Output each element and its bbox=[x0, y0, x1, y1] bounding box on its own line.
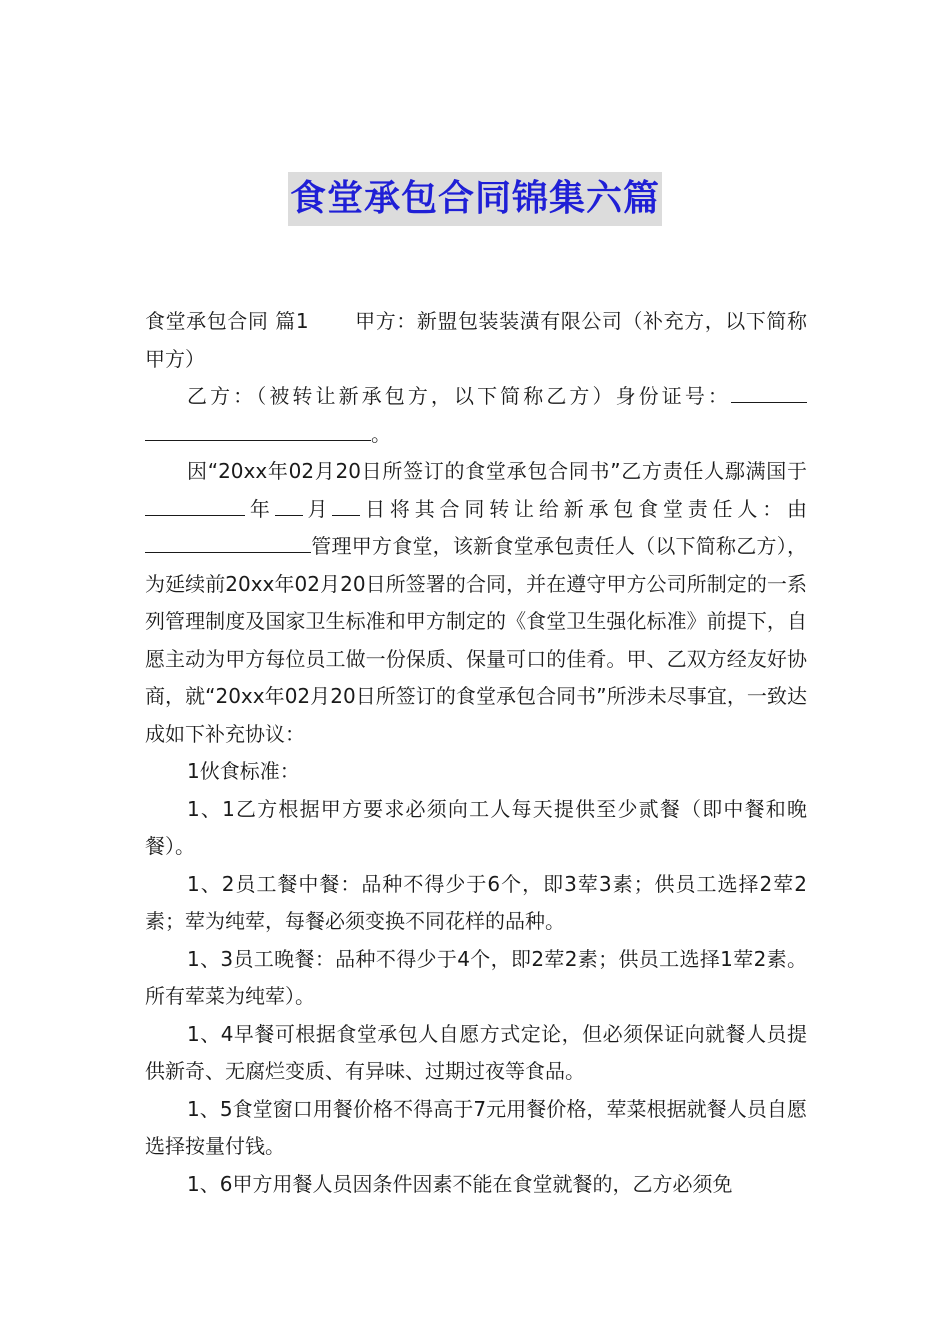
paragraph-party-a bbox=[145, 303, 807, 378]
clause-1-4: 1、4早餐可根据食堂承包人自愿方式定论，但必须保证向就餐人员提供新奇、无腐烂变质、有异味、过期过夜等食品。 bbox=[145, 1021, 807, 1083]
year-blank bbox=[145, 493, 245, 516]
month-blank bbox=[275, 493, 303, 516]
paragraph-party-b bbox=[145, 378, 807, 453]
clause-1-2: 1、2员工餐中餐：品种不得少于6个，即3荤3素；供员工选择2荤2素；荤为纯荤，每餐必须变换不同花样的品种。 bbox=[145, 871, 807, 933]
party-b-end: 。 bbox=[371, 421, 391, 446]
manager-name-blank bbox=[145, 530, 311, 553]
clause-1-1: 1、1乙方根据甲方要求必须向工人每天提供至少贰餐（即中餐和晚餐）。 bbox=[145, 796, 807, 858]
year-label: 年 bbox=[245, 496, 275, 521]
contract-heading: 食堂承包合同 篇1 bbox=[145, 309, 309, 333]
party-b-text: 乙方：（被转让新承包方，以下简称乙方）身份证号： bbox=[187, 384, 731, 408]
preamble-text-3: 管理甲方食堂，该新食堂承包责任人（以下简称乙方），为延续前20xx年02月20日所签署的合同，并在遵守甲方公司所制定的一系列管理制度及国家卫生标准和甲方制定的《食堂卫生强化标准》前提下，自愿主动为甲方每位员工做一份保质、保量可口的佳肴。甲、乙双方经友好协商，就“20xx年02月20日所签订的食堂承包合同书”所涉未尽事宜，一致达成如下补充协议： bbox=[145, 534, 807, 746]
clause-1-5: 1、5食堂窗口用餐价格不得高于7元用餐价格，荤菜根据就餐人员自愿选择按量付钱。 bbox=[145, 1096, 807, 1158]
document-title: 食堂承包合同锦集六篇 bbox=[288, 172, 662, 226]
paragraph-preamble bbox=[145, 453, 807, 753]
month-label: 月 bbox=[302, 496, 333, 521]
document-body bbox=[145, 303, 807, 1203]
section-heading: 1伙食标准： bbox=[187, 759, 300, 783]
id-number-blank-2 bbox=[145, 418, 371, 441]
preamble-text-2: 日将其合同转让给新承包食堂责任人：由 bbox=[360, 496, 808, 521]
id-number-blank-1 bbox=[731, 380, 807, 403]
preamble-text-1: 因“20xx年02月20日所签订的食堂承包合同书”乙方责任人鄢满国于 bbox=[187, 459, 807, 483]
clause-1-6: 1、6甲方用餐人员因条件因素不能在食堂就餐的，乙方必须免 bbox=[187, 1171, 733, 1196]
title-container bbox=[0, 172, 950, 226]
party-a-text: 甲方：新盟包装装潢有限公司（补充方，以下简称甲方） bbox=[145, 309, 807, 371]
day-blank bbox=[332, 493, 360, 516]
clause-1-3: 1、3员工晚餐：品种不得少于4个，即2荤2素；供员工选择1荤2素。所有荤菜为纯荤）。 bbox=[145, 946, 807, 1008]
